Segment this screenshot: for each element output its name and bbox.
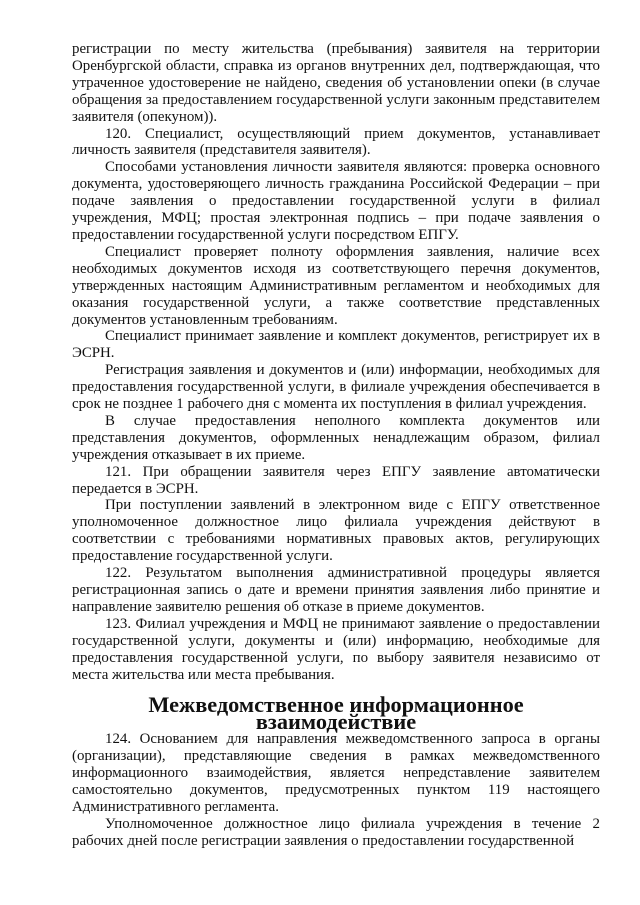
paragraph: Специалист принимает заявление и комплект документов, регистрирует их в ЭСРН.	[72, 328, 600, 362]
paragraph-120: 120. Специалист, осуществляющий прием документов, устанавливает личность заявителя (представителя заявителя).	[72, 125, 600, 159]
paragraph: регистрации по месту жительства (пребывания) заявителя на территории Оренбургской области, справка из органов внутренних дел, подтверждающая, что утраченное удостоверение не найдено, сведения об установлении опеки (в случае обращения за предоставлением государственной услуги законным представителем заявителя (опекуном)).	[72, 41, 600, 125]
paragraph: Специалист проверяет полноту оформления заявления, наличие всех необходимых документов исходя из соответствующего перечня документов, утвержденных настоящим Административным регламентом и необходимых для оказания государственной услуги, а также соответствие представленных документов установленным требованиям.	[72, 243, 600, 328]
paragraph-122: 122. Результатом выполнения административной процедуры является регистрационная запись о дате и времени принятия заявления либо принятие и направление заявителю решения об отказе в приеме документов.	[72, 565, 600, 615]
document-body	[72, 41, 600, 850]
paragraph-124: 124. Основанием для направления межведомственного запроса в органы (организации), представляющие сведения в рамках межведомственного информационного взаимодействия, является непредставление заявителем самостоятельно документов, предусмотренных пунктом 119 настоящего Административного регламента.	[72, 731, 600, 815]
paragraph: Способами установления личности заявителя являются: проверка основного документа, удостоверяющего личность гражданина Российской Федерации – при подаче заявления о предоставлении государственной услуги в филиал учреждения, МФЦ; простая электронная подпись – при подаче заявления о предоставлении государственной услуги посредством ЕПГУ.	[72, 159, 600, 243]
section-heading: Межведомственное информационное взаимодействие	[148, 692, 524, 735]
paragraph: При поступлении заявлений в электронном виде с ЕПГУ ответственное уполномоченное должностное лицо филиала учреждения действуют в соответствии с требованиями нормативных правовых актов, регулирующих предоставление государственной услуги.	[72, 497, 600, 565]
paragraph: Уполномоченное должностное лицо филиала учреждения в течение 2 рабочих дней после регистрации заявления о предоставлении государственной	[72, 815, 600, 849]
paragraph: В случае предоставления неполного комплекта документов или представления документов, оформленных ненадлежащим образом, филиал учреждения отказывает в их приеме.	[72, 412, 600, 463]
paragraph-123: 123. Филиал учреждения и МФЦ не принимают заявление о предоставлении государственной услуги, документы и (или) информацию, необходимые для предоставления государственной услуги, по выбору заявителя независимо от места жительства или места пребывания.	[72, 615, 600, 683]
paragraph: Регистрация заявления и документов и (или) информации, необходимых для предоставления государственной услуги, в филиале учреждения обеспечивается в срок не позднее 1 рабочего дня с момента их поступления в филиал учреждения.	[72, 362, 600, 413]
paragraph-121: 121. При обращении заявителя через ЕПГУ заявление автоматически передается в ЭСРН.	[72, 463, 600, 497]
